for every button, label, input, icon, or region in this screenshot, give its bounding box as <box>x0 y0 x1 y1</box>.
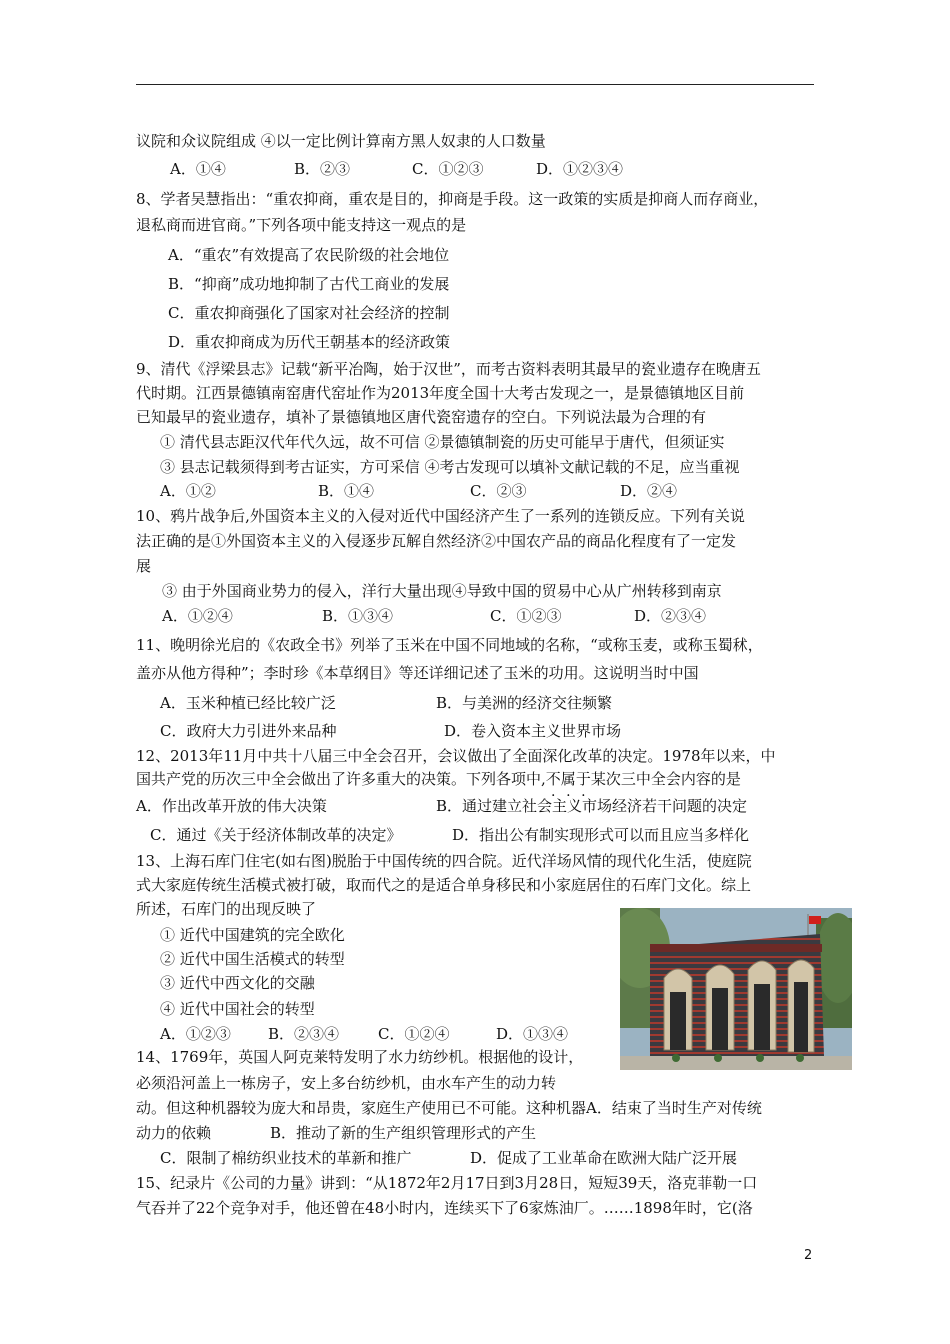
q9-option-b: B．①④ <box>318 482 375 500</box>
q10-option-a: A．①②④ <box>162 607 233 625</box>
q7-text-tail: 议院和众议院组成 ④以一定比例计算南方黑人奴隶的人口数量 <box>136 132 546 150</box>
q12-option-c: C．通过《关于经济体制改革的决定》 <box>150 826 402 844</box>
q14-option-c: C．限制了棉纺织业技术的革新和推广 <box>160 1149 412 1167</box>
q13-statement-3: ③ 近代中西文化的交融 <box>160 974 315 992</box>
q13-stem-line3: 所述，石库门的出现反映了 <box>136 900 317 918</box>
q8-stem-line2: 退私商而进官商。”下列各项中能支持这一观点的是 <box>136 216 467 234</box>
q14-option-b: B．推动了新的生产组织管理形式的产生 <box>270 1124 537 1142</box>
q12-stem-line2 <box>136 768 741 790</box>
q9-stem-line2: 代时期。江西景德镇南窑唐代窑址作为2013年度全国十大考古发现之一，是景德镇地区目前 <box>136 384 745 402</box>
q8-option-a: A．“重农”有效提高了农民阶级的社会地位 <box>168 246 450 264</box>
q15-stem-line1: 15、纪录片《公司的力量》讲到：“从1872年2月17日到3月28日，短短39天，洛克菲勒一口 <box>136 1174 758 1192</box>
q13-stem-line2: 式大家庭传统生活模式被打破，取而代之的是适合单身移民和小家庭居住的石库门文化。综上 <box>136 876 752 894</box>
q7-option-b: B．②③ <box>294 160 351 178</box>
q14-option-d: D．促成了工业革命在欧洲大陆广泛开展 <box>470 1149 738 1167</box>
emphasis-char-1: 不 <box>545 770 561 788</box>
q12-option-b: B．通过建立社会主义市场经济若干问题的决定 <box>436 797 748 815</box>
q11-option-b: B．与美洲的经济交往频繁 <box>436 694 613 712</box>
q9-option-a: A．①② <box>160 482 216 500</box>
q9-statement-1-2: ① 清代县志距汉代年代久远，故不可信 ②景德镇制瓷的历史可能早于唐代，但须证实 <box>160 433 725 451</box>
q13-statement-4: ④ 近代中国社会的转型 <box>160 1000 315 1018</box>
q9-stem-line3: 已知最早的瓷业遗存，填补了景德镇地区唐代瓷窑遗存的空白。下列说法最为合理的有 <box>136 408 707 426</box>
q8-stem-line1: 8、学者吴慧指出：“重农抑商，重农是目的，抑商是手段。这一政策的实质是抑商人而存商业， <box>136 190 769 208</box>
q10-stem-line1: 10、鸦片战争后,外国资本主义的入侵对近代中国经济产生了一系列的连锁反应。下列有关说 <box>136 507 745 525</box>
page-number: 2 <box>804 1248 813 1263</box>
q8-option-c: C．重农抑商强化了国家对社会经济的控制 <box>168 304 450 322</box>
q7-option-a: A．①④ <box>170 160 226 178</box>
q14-stem-line3: 动。但这种机器较为庞大和昂贵，家庭生产使用已不可能。这种机器A．结束了当时生产对传统 <box>136 1099 762 1117</box>
q14-stem-line1: 14、1769年，英国人阿克莱特发明了水力纺纱机。根据他的设计， <box>136 1048 584 1066</box>
q8-option-b: B．“抑商”成功地抑制了古代工商业的发展 <box>168 275 450 293</box>
q11-stem-line1: 11、晚明徐光启的《农政全书》列举了玉米在中国不同地域的名称，“或称玉麦，或称玉蜀秫， <box>136 636 763 654</box>
emphasis-char-2: 属 <box>560 770 576 788</box>
q12-option-a: A．作出改革开放的伟大决策 <box>136 797 327 815</box>
shikumen-building-photo <box>620 908 852 1070</box>
q9-option-d: D．②④ <box>620 482 678 500</box>
q13-statement-1: ① 近代中国建筑的完全欧化 <box>160 926 345 944</box>
q8-option-d: D．重农抑商成为历代王朝基本的经济政策 <box>168 333 451 351</box>
q10-statement-3-4: ③ 由于外国商业势力的侵入，洋行大量出现④导致中国的贸易中心从广州转移到南京 <box>162 582 722 600</box>
q11-option-d: D．卷入资本主义世界市场 <box>444 722 622 740</box>
header-rule <box>136 84 814 85</box>
emphasis-char-3: 于 <box>575 770 591 788</box>
q13-option-a: A．①②③ <box>160 1025 231 1043</box>
q10-stem-line2: 法正确的是①外国资本主义的入侵逐步瓦解自然经济②中国农产品的商品化程度有了一定发 <box>136 532 737 550</box>
q13-option-c: C．①②④ <box>378 1025 450 1043</box>
q9-stem-line1: 9、清代《浮梁县志》记载“新平冶陶，始于汉世”，而考古资料表明其最早的瓷业遗存在晚唐五 <box>136 360 761 378</box>
q13-statement-2: ② 近代中国生活模式的转型 <box>160 950 345 968</box>
q14-stem-line4: 动力的依赖 <box>136 1124 212 1142</box>
q9-statement-3-4: ③ 县志记载须得到考古证实，方可采信 ④考古发现可以填补文献记载的不足，应当重视 <box>160 458 740 476</box>
q15-stem-line2: 气吞并了22个竞争对手，他还曾在48小时内，连续买下了6家炼油厂。……1898年时，它(洛 <box>136 1199 753 1217</box>
q13-option-d: D．①③④ <box>496 1025 569 1043</box>
q7-option-c: C．①②③ <box>412 160 484 178</box>
q12-stem-line1: 12、2013年11月中共十八届三中全会召开，会议做出了全面深化改革的决定。1978年以来，中 <box>136 747 776 765</box>
q13-option-b: B．②③④ <box>268 1025 340 1043</box>
q11-option-a: A．玉米种植已经比较广泛 <box>160 694 336 712</box>
q10-stem-line3: 展 <box>136 557 152 575</box>
shikumen-illustration <box>620 908 852 1070</box>
q14-stem-line2: 必须沿河盖上一栋房子，安上多台纺纱机，由水车产生的动力转 <box>136 1074 557 1092</box>
q11-stem-line2: 盖亦从他方得种”；李时珍《本草纲目》等还详细记述了玉米的功用。这说明当时中国 <box>136 664 699 682</box>
q13-stem-line1: 13、上海石库门住宅(如右图)脱胎于中国传统的四合院。近代洋场风情的现代化生活，使庭院 <box>136 852 752 870</box>
q9-option-c: C．②③ <box>470 482 527 500</box>
q10-option-d: D．②③④ <box>634 607 707 625</box>
q10-option-b: B．①③④ <box>322 607 394 625</box>
q11-option-c: C．政府大力引进外来品种 <box>160 722 337 740</box>
q12-stem-text: 国共产党的历次三中全会做出了许多重大的决策。下列各项中, <box>136 770 546 788</box>
q7-option-d: D．①②③④ <box>536 160 624 178</box>
q12-stem-text-end: 某次三中全会内容的是 <box>590 770 741 788</box>
q12-option-d: D．指出公有制实现形式可以而且应当多样化 <box>452 826 750 844</box>
q10-option-c: C．①②③ <box>490 607 562 625</box>
